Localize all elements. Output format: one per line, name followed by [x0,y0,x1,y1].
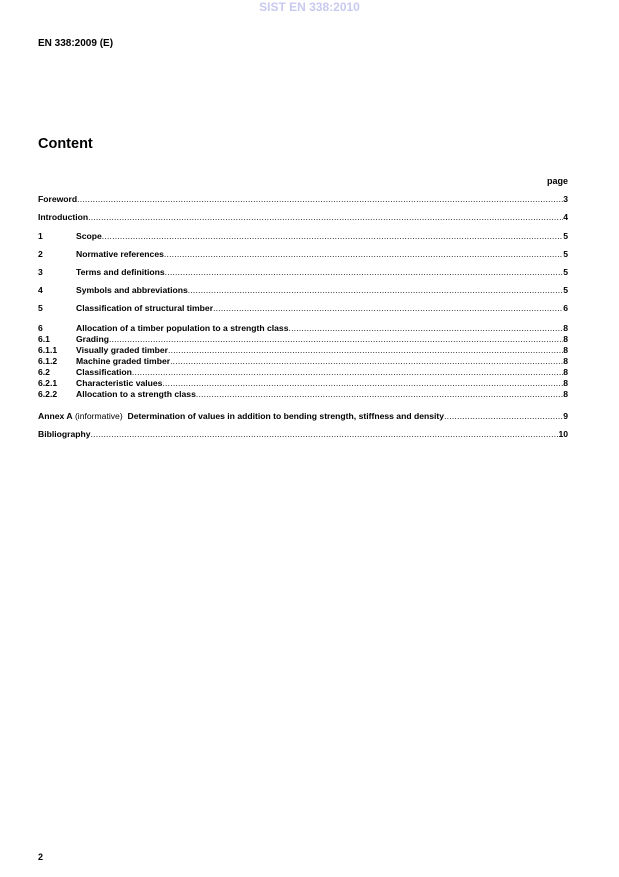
toc-entry-5[interactable] [38,303,568,314]
watermark: SIST EN 338:2010 [259,0,360,14]
toc-entry-text: Terms and definitions [76,267,165,277]
toc-entry-6-1-2[interactable] [38,356,568,367]
toc-entry-text: Allocation of a timber population to a strength class [76,323,289,333]
toc-entry-page: 8 [563,367,568,377]
toc-entry-6-1-1[interactable] [38,345,568,356]
leader-dots [288,323,563,334]
toc-entry-6[interactable] [38,323,568,334]
leader-dots [165,267,564,278]
page-title: Content [38,136,93,152]
leader-dots [77,194,563,205]
toc-entry-page: 5 [563,285,568,295]
toc-entry-text: Bibliography [38,429,91,439]
toc-entry-number: 6.1.2 [38,356,58,366]
toc-entry-annex-a[interactable] [38,411,568,422]
footer-page-number: 2 [38,852,44,862]
leader-dots [91,429,559,440]
leader-dots [88,212,563,223]
toc-entry-1[interactable] [38,231,568,242]
leader-dots [196,389,563,400]
toc-entry-number: 5 [38,303,43,313]
leader-dots [132,367,563,378]
document-id: EN 338:2009 (E) [38,38,114,49]
toc-entry-introduction[interactable] [38,212,568,223]
toc-entry-number: 1 [38,231,43,241]
toc-entry-3[interactable] [38,267,568,278]
toc-entry-number: 2 [38,249,43,259]
toc-entry-4[interactable] [38,285,568,296]
toc-entry-page: 5 [563,249,568,259]
toc-entry-page: 8 [563,389,568,399]
toc-entry-bibliography[interactable] [38,429,568,440]
leader-dots [168,345,563,356]
leader-dots [170,356,563,367]
toc-entry-page: 9 [563,411,568,421]
toc-entry-text: Visually graded timber [76,345,169,355]
toc-entry-number: 3 [38,267,43,277]
toc-entry-page: 10 [558,429,568,439]
toc-entry-number: 6.2.1 [38,378,58,388]
toc-entry-text: Classification [76,367,132,377]
leader-dots [444,411,563,422]
toc-entry-page: 8 [563,323,568,333]
toc-entry-number: 4 [38,285,43,295]
annex-label: Annex A [38,411,73,421]
toc-entry-number: 6.1 [38,334,50,344]
toc-entry-number: 6.2.2 [38,389,58,399]
toc-entry-page: 3 [563,194,568,204]
toc-entry-page: 8 [563,378,568,388]
toc-entry-6-1[interactable] [38,334,568,345]
toc-entry-page: 6 [563,303,568,313]
toc-entry-text: Classification of structural timber [76,303,214,313]
toc-entry-6-2-1[interactable] [38,378,568,389]
toc-entry-text: Scope [76,231,102,241]
toc-entry-text: Symbols and abbreviations [76,285,188,295]
leader-dots [213,303,563,314]
toc-entry-page: 5 [563,267,568,277]
toc-entry-foreword[interactable] [38,194,568,205]
toc-entry-page: 4 [563,212,568,222]
annex-qualifier: (informative) [74,411,123,421]
toc-entry-2[interactable] [38,249,568,260]
leader-dots [164,249,563,260]
leader-dots [102,231,563,242]
toc-entry-text: Foreword [38,194,78,204]
toc-entry-number: 6.2 [38,367,50,377]
toc-entry-text: Grading [76,334,109,344]
page-column-label: page [546,176,568,186]
toc-entry-text: Introduction [38,212,89,222]
leader-dots [188,285,563,296]
toc-entry-page: 8 [563,334,568,344]
toc-entry-page: 5 [563,231,568,241]
toc-entry-text: Allocation to a strength class [76,389,196,399]
leader-dots [109,334,563,345]
toc-entry-text: Normative references [76,249,164,259]
toc-entry-6-2[interactable] [38,367,568,378]
toc-entry-number: 6.1.1 [38,345,58,355]
toc-entry-6-2-2[interactable] [38,389,568,400]
toc-entry-text: Characteristic values [76,378,163,388]
toc-entry-text: Machine graded timber [76,356,171,366]
toc-entry-text: Determination of values in addition to bending strength, stiffness and density [127,411,445,421]
toc-entry-page: 8 [563,345,568,355]
toc-entry-page: 8 [563,356,568,366]
toc-entry-number: 6 [38,323,43,333]
leader-dots [162,378,563,389]
